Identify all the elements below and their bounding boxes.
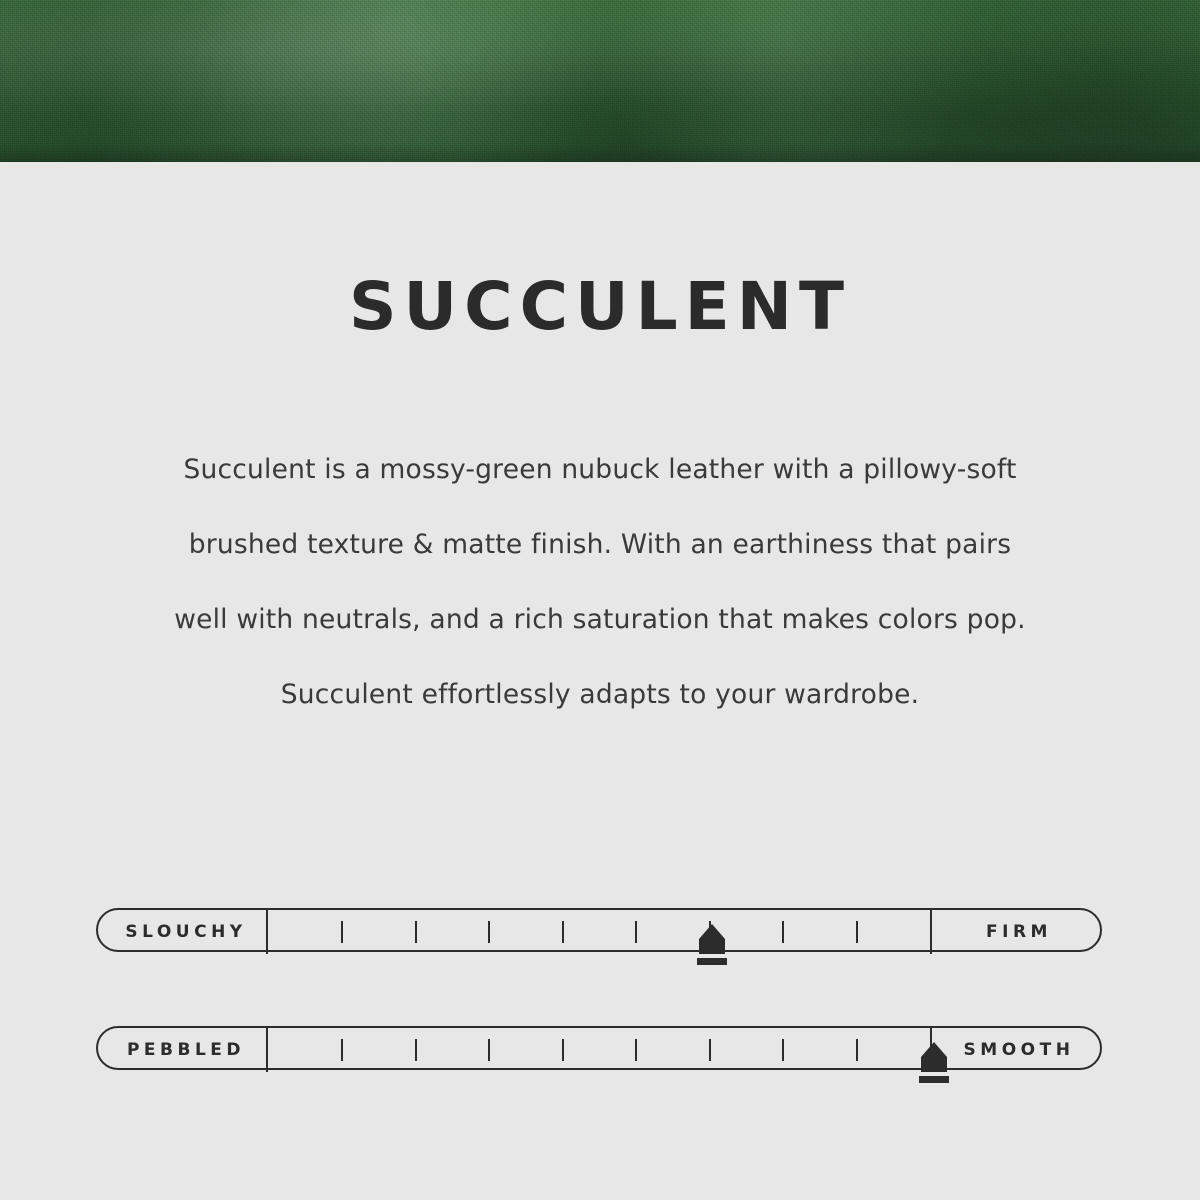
tick [415, 1039, 417, 1061]
tick [782, 1039, 784, 1061]
tick [488, 921, 490, 943]
tick [709, 1039, 711, 1061]
leather-swatch-image [0, 0, 1200, 162]
tick [782, 921, 784, 943]
description-line-2: brushed texture & matte finish. With an earthiness that pairs [188, 529, 1012, 560]
marker-pointer-icon [691, 920, 733, 972]
tick [341, 921, 343, 943]
slider-structure-left-label: SLOUCHY [98, 910, 268, 954]
tick [488, 1039, 490, 1061]
slider-structure-track[interactable] [96, 908, 1102, 952]
tick [856, 921, 858, 943]
marker-pointer-icon [913, 1038, 955, 1090]
description-line-4: Succulent effortlessly adapts to your wardrobe. [280, 679, 920, 710]
slider-texture-marker[interactable] [913, 1038, 955, 1090]
slider-texture-track[interactable] [96, 1026, 1102, 1070]
page-title: SUCCULENT [349, 268, 851, 345]
description-line-3: well with neutrals, and a rich saturation that makes colors pop. [174, 604, 1026, 635]
swatch-bottom-shadow [0, 144, 1200, 162]
slider-structure-marker[interactable] [691, 920, 733, 972]
tick [635, 921, 637, 943]
slider-texture-right-label: SMOOTH [930, 1028, 1100, 1072]
slider-texture[interactable] [96, 1026, 1104, 1072]
slider-texture-ticks [268, 1028, 930, 1072]
tick [341, 1039, 343, 1061]
tick [562, 921, 564, 943]
slider-texture-left-label: PEBBLED [98, 1028, 268, 1072]
slider-structure-right-label: FIRM [930, 910, 1100, 954]
tick [635, 1039, 637, 1061]
tick [415, 921, 417, 943]
swatch-grain-texture [0, 0, 1200, 162]
tick [856, 1039, 858, 1061]
tick [562, 1039, 564, 1061]
description-line-1: Succulent is a mossy-green nubuck leather with a pillowy-soft [183, 454, 1017, 485]
slider-structure-ticks [268, 910, 930, 954]
description-text [120, 432, 1080, 732]
slider-structure[interactable] [96, 908, 1104, 954]
